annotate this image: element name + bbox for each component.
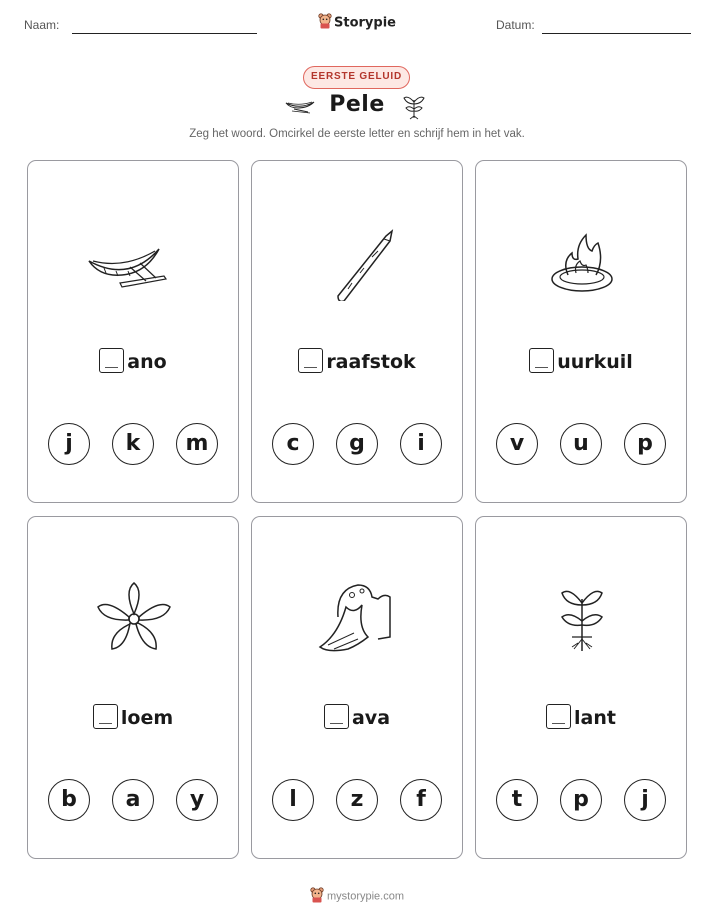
plant-icon (532, 577, 632, 657)
answer-box[interactable] (99, 348, 124, 373)
word-line (476, 705, 686, 731)
answer-box[interactable] (298, 348, 323, 373)
brand-name: Storypie (334, 15, 396, 31)
page-title: Pele (329, 92, 385, 117)
answer-box[interactable] (546, 704, 571, 729)
letter-option[interactable]: l (272, 779, 314, 821)
letter-option[interactable]: i (400, 423, 442, 465)
letter-option[interactable]: g (336, 423, 378, 465)
instruction-text: Zeg het woord. Omcirkel de eerste letter en schrijf hem in het vak. (189, 128, 525, 140)
word-card (475, 516, 687, 859)
footer-url: mystorypie.com (326, 890, 405, 903)
letter-option[interactable]: f (400, 779, 442, 821)
brand-logo (0, 13, 714, 33)
letter-option[interactable]: m (176, 423, 218, 465)
fire-pit-icon (532, 221, 632, 301)
word-ending: lant (574, 707, 616, 729)
name-label: Naam: (24, 18, 60, 32)
lava-icon (308, 577, 408, 657)
plant-icon (402, 92, 426, 120)
word-ending: loem (120, 707, 174, 729)
answer-box[interactable] (529, 348, 554, 373)
letter-option[interactable]: k (112, 423, 154, 465)
word-line (252, 349, 462, 375)
word-line (252, 705, 462, 731)
letter-option[interactable]: a (112, 779, 154, 821)
word-card (27, 160, 239, 503)
word-ending: ano (127, 351, 167, 373)
flower-icon (84, 577, 184, 657)
letter-option[interactable]: z (336, 779, 378, 821)
letter-option[interactable]: c (272, 423, 314, 465)
word-ending: ava (351, 707, 391, 729)
name-field[interactable] (72, 33, 257, 34)
footer (0, 887, 714, 906)
letter-option[interactable]: y (176, 779, 218, 821)
letter-option[interactable]: t (496, 779, 538, 821)
date-field[interactable] (542, 33, 691, 34)
answer-box[interactable] (324, 704, 349, 729)
letter-option[interactable]: j (48, 423, 90, 465)
word-card (251, 160, 463, 503)
word-card (475, 160, 687, 503)
word-card (27, 516, 239, 859)
letter-option[interactable]: j (624, 779, 666, 821)
lesson-badge: EERSTE GELUID (303, 66, 410, 89)
date-label: Datum: (496, 18, 535, 32)
word-ending: raafstok (326, 351, 416, 373)
canoe-icon (84, 221, 184, 301)
word-line (476, 349, 686, 375)
letter-option[interactable]: v (496, 423, 538, 465)
word-line (28, 705, 238, 731)
word-card (251, 516, 463, 859)
letter-option[interactable]: b (48, 779, 90, 821)
answer-box[interactable] (93, 704, 118, 729)
letter-option[interactable]: p (624, 423, 666, 465)
stick-icon (308, 221, 408, 301)
letter-option[interactable]: u (560, 423, 602, 465)
word-ending: uurkuil (557, 351, 633, 373)
bear-icon (310, 887, 324, 906)
letter-option[interactable]: p (560, 779, 602, 821)
bear-icon (318, 13, 332, 33)
word-line (28, 349, 238, 375)
